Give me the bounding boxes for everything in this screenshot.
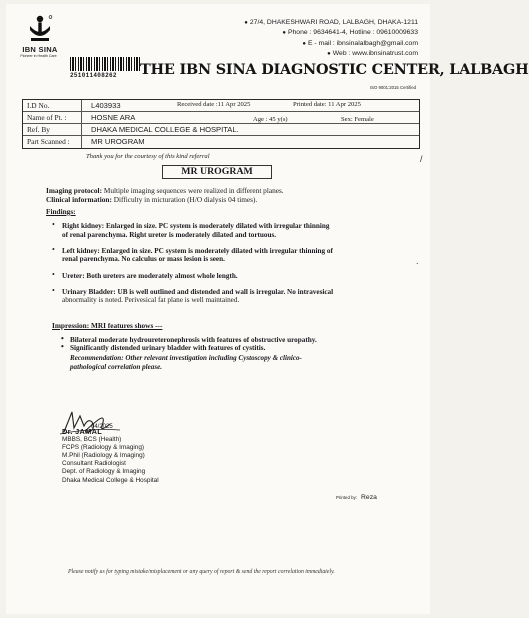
center-name: THE IBN SINA DIAGNOSTIC CENTER, LALBAGH [140,61,529,78]
findings-heading: Findings: [46,207,76,216]
iso-certification: ISO 9001:2015 Certified [369,85,416,90]
name-value: HOSNE ARA [91,113,136,122]
finding-left-kidney: • Left kidney: Enlarged in size. PC system is moderately dilated with irregular thinning of renal parenchyma. No calculus or mass lesion is seen. [52,247,398,264]
margin-mark: . [416,256,419,266]
logo-emblem-icon [26,14,54,44]
footer-note: Please notify us for typing mistake/misplacement or any query of report & send the report correlation immediately. [68,569,335,575]
age: Age : 45 y(s) [253,116,288,123]
patient-row-id [23,100,419,112]
patient-info-table [22,99,420,149]
signature-date: 04/2025 [91,424,113,430]
sex: Sex: Female [341,116,374,123]
contact-block [244,18,418,60]
part-value: MR UROGRAM [91,137,145,146]
name-label: Name of Pt. : [27,113,67,122]
doctor-name: Dr. JAMAL [62,427,103,436]
ref-label: Ref. By [27,125,50,134]
printed-date: Printed date: 11 Apr 2025 [293,101,361,108]
part-label: Part Scanned : [27,137,70,146]
logo-name: IBN SINA [22,45,58,54]
impression-heading: Impression: MRI features shows --- [52,321,163,330]
doctor-degree: MBBS, BCS (Health) [62,436,122,444]
id-value: L403933 [91,101,121,110]
doctor-credentials [62,428,159,485]
impression-item: • Bilateral moderate hydroureteronephrosis with features of obstructive uropathy. [58,336,398,344]
doctor-title: Consultant Radiologist [62,460,126,468]
doctor-institution: Dhaka Medical College & Hospital [62,476,159,484]
barcode-bars [70,57,140,71]
patient-row-ref [23,124,419,136]
report-page [6,4,529,614]
ref-value: DHAKA MEDICAL COLLEGE & HOSPITAL. [91,125,239,134]
logo-tagline: Pioneer in Health Care [20,54,57,58]
doctor-degree: FCPS (Radiology & Imaging) [62,444,145,452]
printed-by: Printed by: Reza [336,494,377,501]
doctor-department: Dept. of Radiology & Imaging [62,468,146,476]
courtesy-note: Thank you for the courtesy of this kind referral [86,153,210,160]
email-line: ● E - mail : ibnsinalalbagh@gmail.com [302,39,418,47]
imaging-protocol: Imaging protocol: Multiple imaging sequences were realized in different planes. [46,186,284,195]
barcode-number: 251011408262 [70,72,117,79]
web-line: ● Web : www.ibnsinatrust.com [327,50,418,58]
id-label: I.D No. [27,101,50,110]
barcode [70,57,140,79]
finding-ureter: • Ureter: Both ureters are moderately almost whole length. [52,272,398,281]
ibn-sina-logo [20,14,60,58]
impression-list [58,336,398,353]
findings-list [52,222,398,313]
patient-row-name [23,112,419,124]
patient-row-part [23,136,419,149]
finding-right-kidney: • Right kidney: Enlarged in size. PC system is moderately dilated with irregular thinning of renal parenchyma. Right ureter is moderately dilated and tortuous. [52,222,398,239]
received-date: Received date :11 Apr 2025 [177,101,251,108]
margin-mark: / [420,154,423,164]
finding-urinary-bladder: • Urinary Bladder: UB is well outlined and distended and wall is irregular. No intravesical abnormality is noted. Perivesical fat plane is well maintained. [52,288,398,305]
doctor-degree: M.Phil (Radiology & Imaging) [62,452,145,460]
address-line: ● 27/4, DHAKESHWARI ROAD, LALBAGH, DHAKA-1211 [244,19,418,26]
recommendation: Recommendation: Other relevant investigation including Cystoscopy & clinico- pathological correlation please. [70,354,302,371]
phone-line: ● Phone : 9634641-4, Hotline : 09610009633 [282,29,418,37]
report-title: MR UROGRAM [162,165,272,179]
impression-item: • Significantly distended urinary bladder with features of cystitis. [58,344,398,352]
clinical-information: Clinical information: Difficulty in micturation (H/O dialysis 04 times). [46,195,258,204]
